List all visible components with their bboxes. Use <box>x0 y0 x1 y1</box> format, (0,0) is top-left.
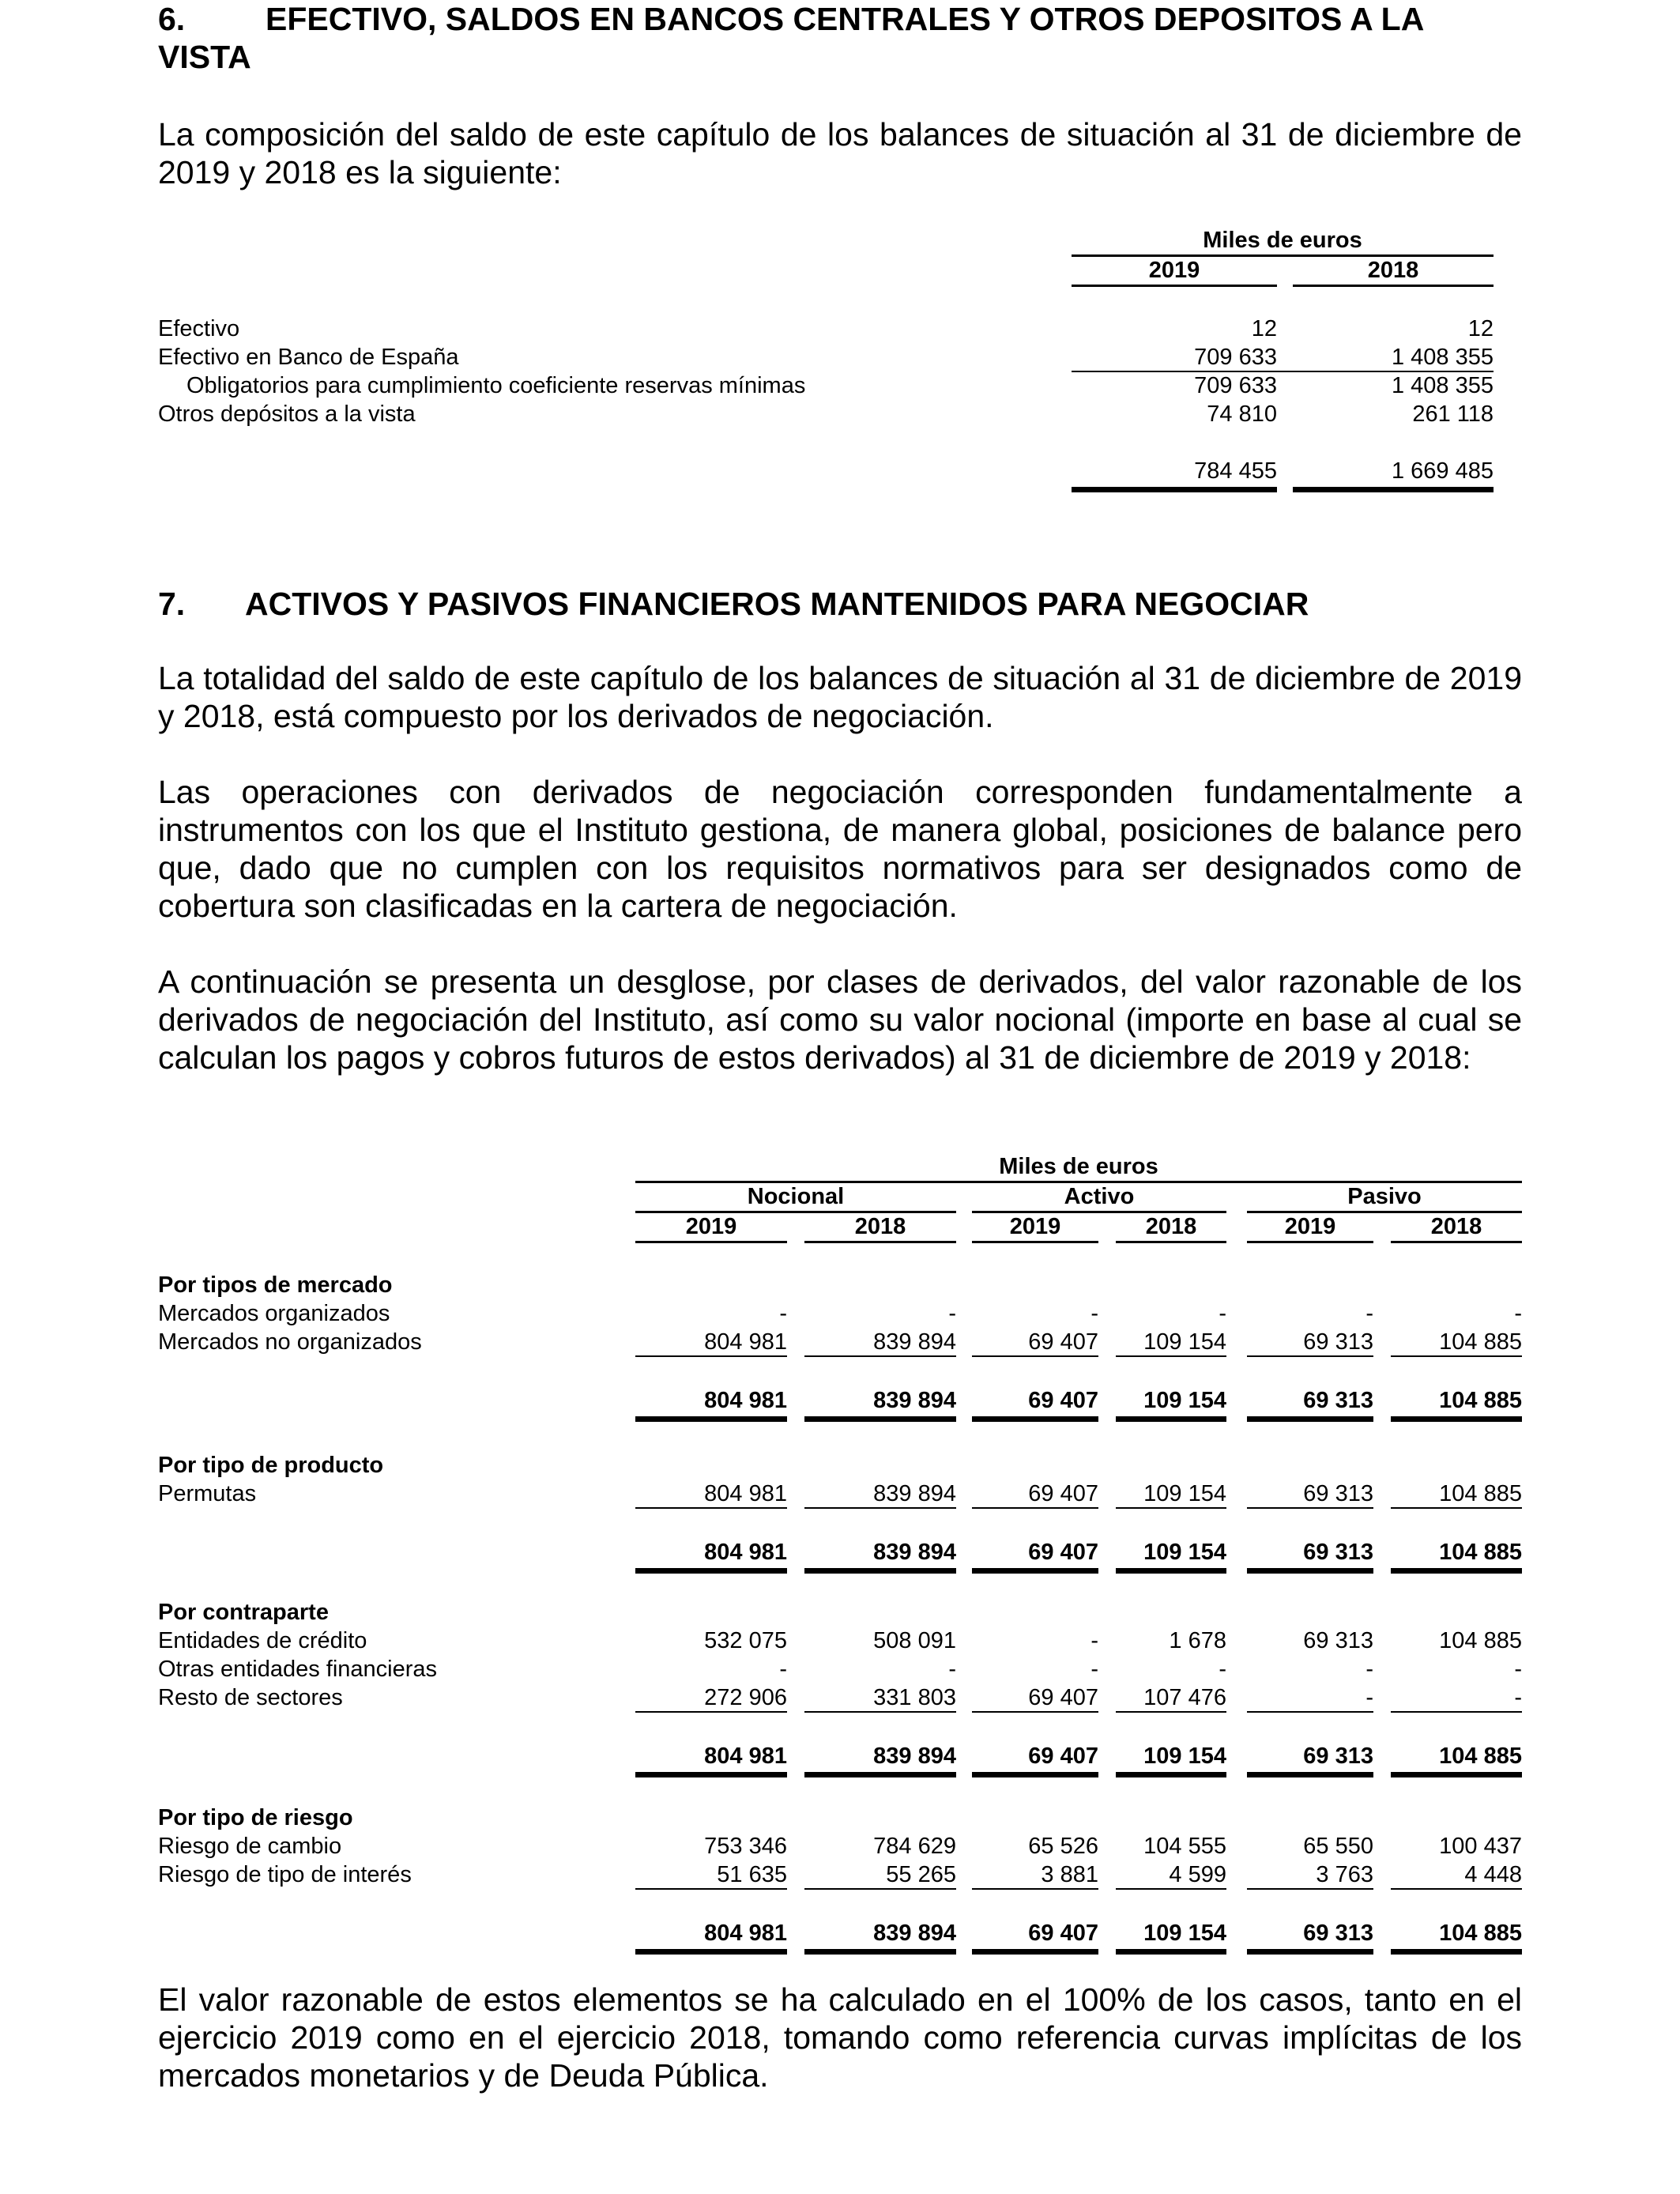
table-7-total: 109 154 <box>1143 1388 1226 1413</box>
table-7-unit-header: Miles de euros <box>999 1154 1158 1179</box>
table-7-cell: - <box>1514 1685 1522 1710</box>
table-7-row-label: Entidades de crédito <box>158 1628 367 1653</box>
table-7-cell: - <box>779 1301 787 1326</box>
table-7-row-label: Mercados organizados <box>158 1301 390 1326</box>
table-7-block-title: Por tipo de producto <box>158 1453 384 1478</box>
table-7-subtotal-rule <box>1391 1507 1522 1509</box>
table-7-total: 839 894 <box>873 1540 956 1565</box>
table-7-cell: - <box>1090 1657 1098 1682</box>
table-7-total-rule <box>804 1772 956 1777</box>
table-6-row-label: Efectivo <box>158 316 240 341</box>
table-7-total: 804 981 <box>704 1744 787 1769</box>
table-7-total: 69 407 <box>1028 1744 1098 1769</box>
table-7-cell: 272 906 <box>704 1685 787 1710</box>
table-6-cell: 74 810 <box>1207 401 1277 427</box>
table-7-subtotal-rule <box>972 1711 1098 1713</box>
table-7-cell: 1 678 <box>1169 1628 1226 1653</box>
table-7-group-pasivo: Pasivo <box>1347 1184 1422 1209</box>
table-7-total: 804 981 <box>704 1388 787 1413</box>
table-7-subtotal-rule <box>972 1888 1098 1890</box>
table-7-year-rule <box>635 1241 787 1243</box>
table-7-row-label: Resto de sectores <box>158 1685 343 1710</box>
table-7-total: 69 313 <box>1303 1540 1373 1565</box>
table-7-year-header: 2018 <box>854 1214 906 1239</box>
table-7-cell: - <box>779 1657 787 1682</box>
table-7-total-rule <box>1116 1949 1226 1955</box>
table-7-cell: - <box>1219 1301 1226 1326</box>
table-7-cell: - <box>1514 1301 1522 1326</box>
table-6-total: 1 669 485 <box>1391 458 1494 484</box>
table-7-cell: - <box>1219 1657 1226 1682</box>
table-6-unit-header: Miles de euros <box>1203 228 1362 253</box>
table-7-subtotal-rule <box>635 1507 787 1509</box>
table-6-cell: 709 633 <box>1194 373 1277 398</box>
table-7-cell: 51 635 <box>717 1862 787 1887</box>
table-7-total: 104 885 <box>1439 1540 1522 1565</box>
table-7-cell: 3 763 <box>1316 1862 1373 1887</box>
table-6-cell: 12 <box>1467 316 1494 341</box>
table-7-group-activo: Activo <box>1064 1184 1135 1209</box>
table-7-cell: 65 526 <box>1028 1834 1098 1859</box>
table-7-subtotal-rule <box>1391 1355 1522 1357</box>
table-7-cell: 104 885 <box>1439 1628 1522 1653</box>
table-7-total: 69 407 <box>1028 1388 1098 1413</box>
table-7-total-rule <box>1391 1416 1522 1422</box>
table-7-cell: 109 154 <box>1143 1481 1226 1506</box>
table-7-cell: 100 437 <box>1439 1834 1522 1859</box>
table-6-cell: 1 408 355 <box>1391 345 1494 370</box>
table-7-cell: 804 981 <box>704 1329 787 1355</box>
table-7-subtotal-rule <box>972 1507 1098 1509</box>
table-7-total-rule <box>635 1772 787 1777</box>
table-7-total: 804 981 <box>704 1540 787 1565</box>
table-7-cell: 69 313 <box>1303 1628 1373 1653</box>
table-7-cell: 107 476 <box>1143 1685 1226 1710</box>
section-6-intro: La composición del saldo de este capítulo de los balances de situación al 31 de diciembre de 2019 y 2018 es la siguiente: <box>158 116 1522 190</box>
table-7-cell: 753 346 <box>704 1834 787 1859</box>
table-7-cell: - <box>1365 1657 1373 1682</box>
table-7-total: 104 885 <box>1439 1921 1522 1946</box>
table-7-row-label: Permutas <box>158 1481 257 1506</box>
table-7-total: 69 407 <box>1028 1921 1098 1946</box>
table-7-total-rule <box>635 1416 787 1422</box>
table-7-total-rule <box>635 1949 787 1955</box>
table-7-total: 839 894 <box>873 1921 956 1946</box>
table-7-cell: 532 075 <box>704 1628 787 1653</box>
table-7-block-title: Por tipo de riesgo <box>158 1805 353 1830</box>
table-7-total: 109 154 <box>1143 1744 1226 1769</box>
table-7-total-rule <box>1116 1568 1226 1574</box>
table-7-cell: 55 265 <box>886 1862 956 1887</box>
table-7-subtotal-rule <box>635 1355 787 1357</box>
closing-paragraph: El valor razonable de estos elementos se ha calculado en el 100% de los casos, tanto en el ejercicio 2019 como en el ejercicio 2018, tomando como referencia curvas implícitas de los mercados monetarios y de Deuda Pública. <box>158 1981 1522 2094</box>
table-7-year-rule <box>1116 1241 1226 1243</box>
table-7-cell: 104 885 <box>1439 1329 1522 1355</box>
table-7-total-rule <box>1247 1949 1373 1955</box>
table-7-block-title: Por contraparte <box>158 1600 329 1625</box>
table-6-year-2018: 2018 <box>1367 258 1419 283</box>
table-7-year-rule <box>1391 1241 1522 1243</box>
table-7-subtotal-rule <box>635 1888 787 1890</box>
table-7-total-rule <box>1116 1416 1226 1422</box>
table-7-total-rule <box>972 1568 1098 1574</box>
table-7-total-rule <box>804 1416 956 1422</box>
table-7-subtotal-rule <box>1391 1711 1522 1713</box>
section-7-paragraph-1: La totalidad del saldo de este capítulo de los balances de situación al 31 de diciembre de 2019 y 2018, está compuesto por los derivados de negociación. <box>158 660 1522 734</box>
section-7-number: 7. <box>158 586 186 622</box>
section-7-paragraph-3: A continuación se presenta un desglose, por clases de derivados, del valor razonable de los derivados de negociación del Instituto, así como su valor nocional (importe en base al cual se calculan los pagos y cobros futuros de estos derivados) al 31 de diciembre de 2019 y 2018: <box>158 963 1522 1076</box>
table-7-subtotal-rule <box>804 1355 956 1357</box>
table-7-cell: - <box>1365 1301 1373 1326</box>
section-7-title: ACTIVOS Y PASIVOS FINANCIEROS MANTENIDOS PARA NEGOCIAR <box>245 586 1309 622</box>
table-7-year-header: 2019 <box>1284 1214 1336 1239</box>
table-7-total-rule <box>1247 1568 1373 1574</box>
table-7-total-rule <box>972 1949 1098 1955</box>
table-7-cell: - <box>1090 1628 1098 1653</box>
table-6-cell: 709 633 <box>1194 345 1277 370</box>
table-7-total-rule <box>804 1949 956 1955</box>
table-6-total: 784 455 <box>1194 458 1277 484</box>
table-7-subtotal-rule <box>804 1711 956 1713</box>
table-7-row-label: Riesgo de cambio <box>158 1834 342 1859</box>
table-7-cell: 804 981 <box>704 1481 787 1506</box>
table-7-cell: 69 313 <box>1303 1329 1373 1355</box>
table-7-cell: - <box>1090 1301 1098 1326</box>
table-6-cell: 12 <box>1251 316 1277 341</box>
table-6-cell: 261 118 <box>1412 401 1494 427</box>
table-7-cell: 4 448 <box>1464 1862 1522 1887</box>
table-7-subtotal-rule <box>972 1355 1098 1357</box>
table-7-subtotal-rule <box>1116 1355 1226 1357</box>
table-7-cell: 3 881 <box>1041 1862 1098 1887</box>
table-7-cell: - <box>1365 1685 1373 1710</box>
table-7-cell: 104 555 <box>1143 1834 1226 1859</box>
table-7-cell: 784 629 <box>873 1834 956 1859</box>
table-6-cell: 1 408 355 <box>1391 373 1494 398</box>
table-7-subtotal-rule <box>1247 1888 1373 1890</box>
table-7-total-rule <box>1391 1772 1522 1777</box>
table-7-year-header: 2018 <box>1145 1214 1197 1239</box>
table-7-year-header: 2019 <box>685 1214 737 1239</box>
table-7-subtotal-rule <box>1247 1355 1373 1357</box>
table-7-cell: 69 313 <box>1303 1481 1373 1506</box>
table-7-cell: 109 154 <box>1143 1329 1226 1355</box>
table-7-total: 69 313 <box>1303 1388 1373 1413</box>
table-6-year-2019: 2019 <box>1148 258 1200 283</box>
table-7-subtotal-rule <box>804 1507 956 1509</box>
table-7-total: 804 981 <box>704 1921 787 1946</box>
table-7-total-rule <box>1391 1949 1522 1955</box>
table-7-total: 104 885 <box>1439 1388 1522 1413</box>
table-7-subtotal-rule <box>635 1711 787 1713</box>
table-7-cell: 69 407 <box>1028 1481 1098 1506</box>
table-7-total-rule <box>635 1568 787 1574</box>
table-7-total-rule <box>1247 1772 1373 1777</box>
table-7-cell: 4 599 <box>1169 1862 1226 1887</box>
table-7-row-label: Otras entidades financieras <box>158 1657 438 1682</box>
table-7-year-header: 2018 <box>1430 1214 1482 1239</box>
table-7-total-rule <box>1247 1416 1373 1422</box>
table-7-cell: - <box>948 1657 956 1682</box>
table-7-total: 109 154 <box>1143 1921 1226 1946</box>
table-7-total-rule <box>1116 1772 1226 1777</box>
table-7-subtotal-rule <box>1116 1888 1226 1890</box>
table-7-cell: 65 550 <box>1303 1834 1373 1859</box>
table-7-subtotal-rule <box>1247 1711 1373 1713</box>
table-7-cell: 839 894 <box>873 1481 956 1506</box>
table-7-cell: 508 091 <box>873 1628 956 1653</box>
section-6-title-line1: EFECTIVO, SALDOS EN BANCOS CENTRALES Y OTROS DEPOSITOS A LA <box>266 1 1425 37</box>
table-7-total: 839 894 <box>873 1744 956 1769</box>
table-6-row-label: Efectivo en Banco de España <box>158 345 459 370</box>
table-7-subtotal-rule <box>1116 1711 1226 1713</box>
table-7-block-title: Por tipos de mercado <box>158 1272 393 1298</box>
table-7-total-rule <box>1391 1568 1522 1574</box>
table-7-cell: 839 894 <box>873 1329 956 1355</box>
table-7-cell: - <box>1514 1657 1522 1682</box>
table-7-year-rule <box>1247 1241 1373 1243</box>
table-6-row-label: Obligatorios para cumplimiento coeficiente reservas mínimas <box>186 373 806 398</box>
table-7-total-rule <box>972 1772 1098 1777</box>
table-7-cell: 331 803 <box>873 1685 956 1710</box>
table-7-subtotal-rule <box>1247 1507 1373 1509</box>
table-7-total-rule <box>972 1416 1098 1422</box>
table-7-year-rule <box>972 1241 1098 1243</box>
table-6-row-label: Otros depósitos a la vista <box>158 401 416 427</box>
table-7-cell: 104 885 <box>1439 1481 1522 1506</box>
table-7-total: 104 885 <box>1439 1744 1522 1769</box>
table-7-year-header: 2019 <box>1009 1214 1061 1239</box>
table-7-total: 109 154 <box>1143 1540 1226 1565</box>
table-7-subtotal-rule <box>1391 1888 1522 1890</box>
table-7-total: 69 407 <box>1028 1540 1098 1565</box>
table-7-cell: 69 407 <box>1028 1329 1098 1355</box>
table-7-subtotal-rule <box>1116 1507 1226 1509</box>
section-6-number: 6. <box>158 1 186 37</box>
section-7-paragraph-2: Las operaciones con derivados de negociación corresponden fundamentalmente a instrumentos con los que el Instituto gestiona, de manera global, posiciones de balance pero que, dado que no cumplen con los requisitos normativos para ser designados como de cobertura son clasificadas en la cartera de negociación. <box>158 774 1522 924</box>
table-7-total: 69 313 <box>1303 1744 1373 1769</box>
table-7-total: 839 894 <box>873 1388 956 1413</box>
table-7-total-rule <box>804 1568 956 1574</box>
table-7-group-nocional: Nocional <box>747 1184 845 1209</box>
section-6-title-line2: VISTA <box>158 39 251 75</box>
table-7-total: 69 313 <box>1303 1921 1373 1946</box>
table-7-row-label: Mercados no organizados <box>158 1329 422 1355</box>
table-7-cell: 69 407 <box>1028 1685 1098 1710</box>
table-7-row-label: Riesgo de tipo de interés <box>158 1862 412 1887</box>
table-7-year-rule <box>804 1241 956 1243</box>
table-7-subtotal-rule <box>804 1888 956 1890</box>
table-7-cell: - <box>948 1301 956 1326</box>
